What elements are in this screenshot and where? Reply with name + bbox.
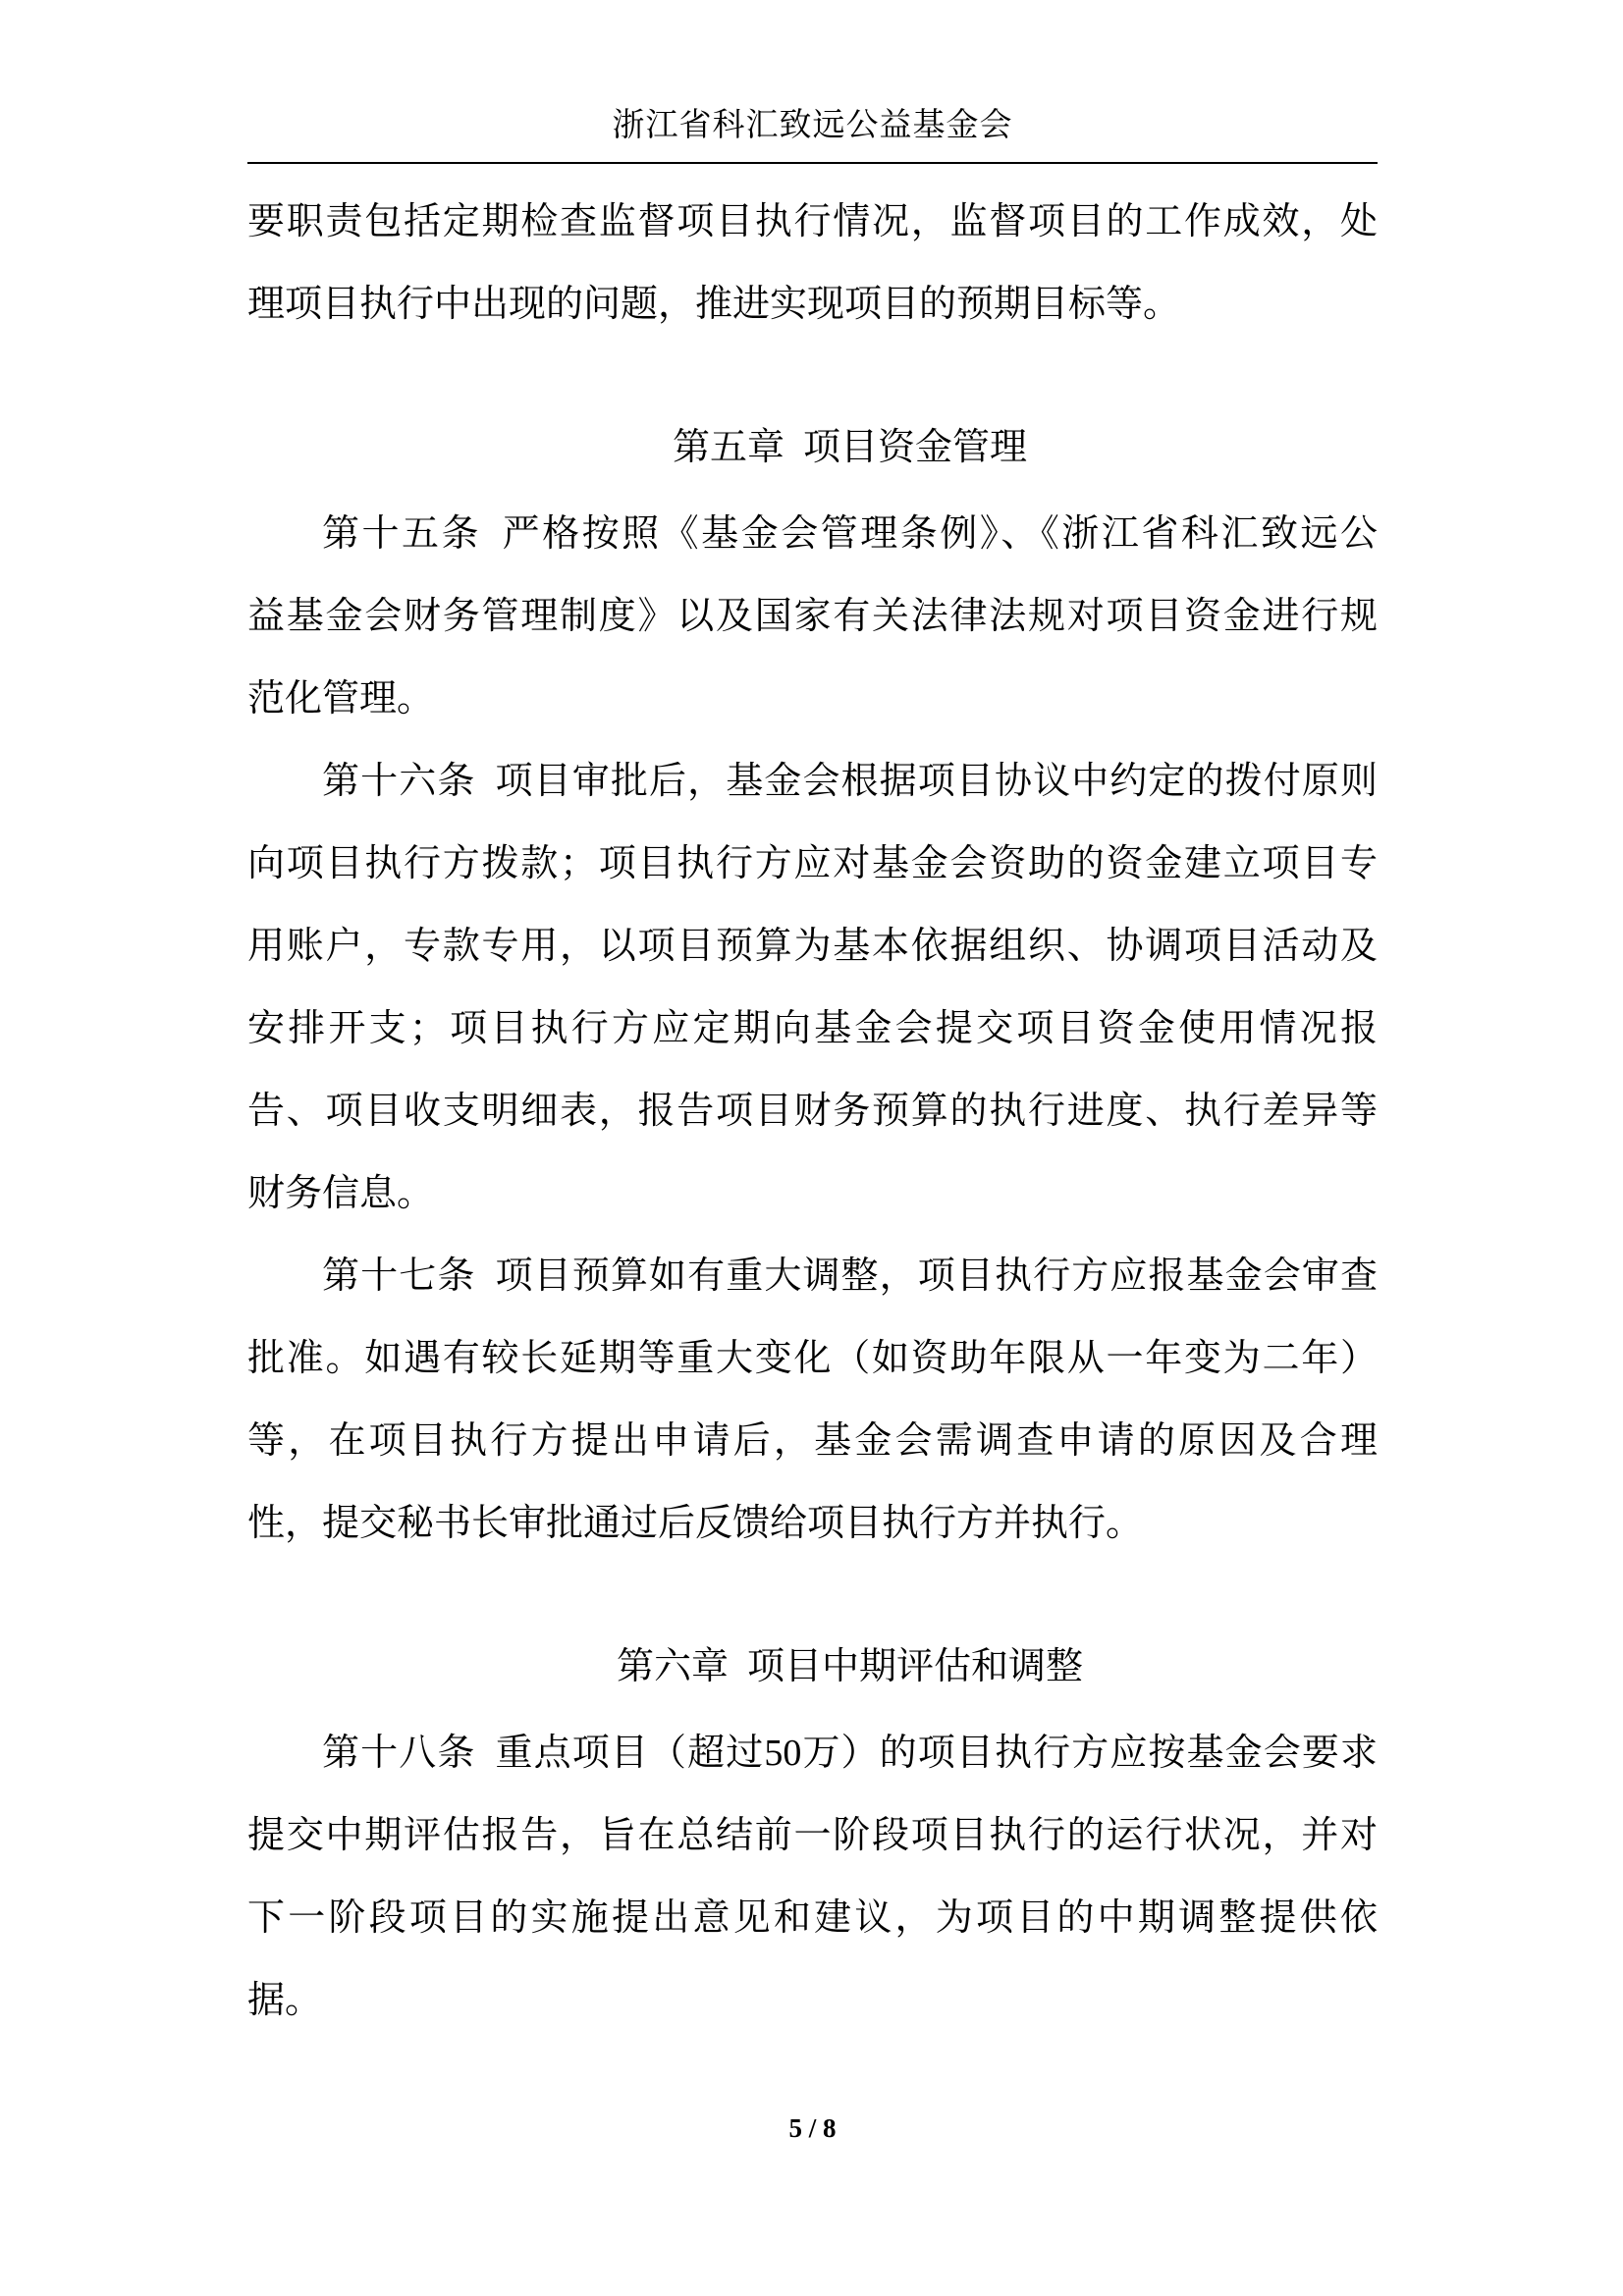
text-line: 批准。如遇有较长延期等重大变化（如资助年限从一年变为二年） bbox=[247, 1338, 1378, 1379]
header-divider bbox=[247, 162, 1378, 164]
text-line: 第十六条 项目审批后，基金会根据项目协议中约定的拨付原则 bbox=[322, 761, 1378, 802]
document-blocks bbox=[247, 181, 1378, 2042]
text-line: 范化管理。 bbox=[247, 678, 435, 720]
text-line: 第十八条 重点项目（超过50万）的项目执行方应按基金会要求 bbox=[322, 1733, 1378, 1774]
text-line: 要职责包括定期检查监督项目执行情况，监督项目的工作成效，处 bbox=[247, 201, 1378, 242]
text-line: 提交中期评估报告，旨在总结前一阶段项目执行的运行状况，并对 bbox=[247, 1815, 1378, 1856]
page-number: 5 / 8 bbox=[788, 2113, 837, 2143]
chapter-heading: 第五章 项目资金管理 bbox=[672, 427, 1027, 468]
paragraph bbox=[247, 740, 1378, 1235]
text-line: 等，在项目执行方提出申请后，基金会需调查申请的原因及合理 bbox=[247, 1420, 1378, 1462]
chapter-heading: 第六章 项目中期评估和调整 bbox=[616, 1646, 1083, 1687]
paragraph bbox=[247, 1712, 1378, 2042]
text-line: 用账户，专款专用，以项目预算为基本依据组织、协调项目活动及 bbox=[247, 926, 1378, 967]
text-line: 益基金会财务管理制度》以及国家有关法律法规对项目资金进行规 bbox=[247, 596, 1378, 637]
text-line: 向项目执行方拨款；项目执行方应对基金会资助的资金建立项目专 bbox=[247, 843, 1378, 884]
text-line: 告、项目收支明细表，报告项目财务预算的执行进度、执行差异等 bbox=[247, 1091, 1378, 1132]
text-line: 第十七条 项目预算如有重大调整，项目执行方应报基金会审查 bbox=[322, 1255, 1378, 1297]
paragraph bbox=[247, 1235, 1378, 1565]
text-line: 第十五条 严格按照《基金会管理条例》、《浙江省科汇致远公 bbox=[322, 513, 1378, 555]
paragraph bbox=[247, 181, 1378, 346]
text-line: 财务信息。 bbox=[247, 1173, 435, 1214]
text-line: 理项目执行中出现的问题，推进实现项目的预期目标等。 bbox=[247, 284, 1181, 325]
text-line: 据。 bbox=[247, 1980, 323, 2021]
text-line: 下一阶段项目的实施提出意见和建议，为项目的中期调整提供依 bbox=[247, 1897, 1378, 1939]
text-line: 性，提交秘书长审批通过后反馈给项目执行方并执行。 bbox=[247, 1503, 1144, 1544]
text-line: 安排开支；项目执行方应定期向基金会提交项目资金使用情况报 bbox=[247, 1008, 1378, 1049]
page-header-title: 浙江省科汇致远公益基金会 bbox=[612, 108, 1013, 143]
paragraph bbox=[247, 493, 1378, 740]
